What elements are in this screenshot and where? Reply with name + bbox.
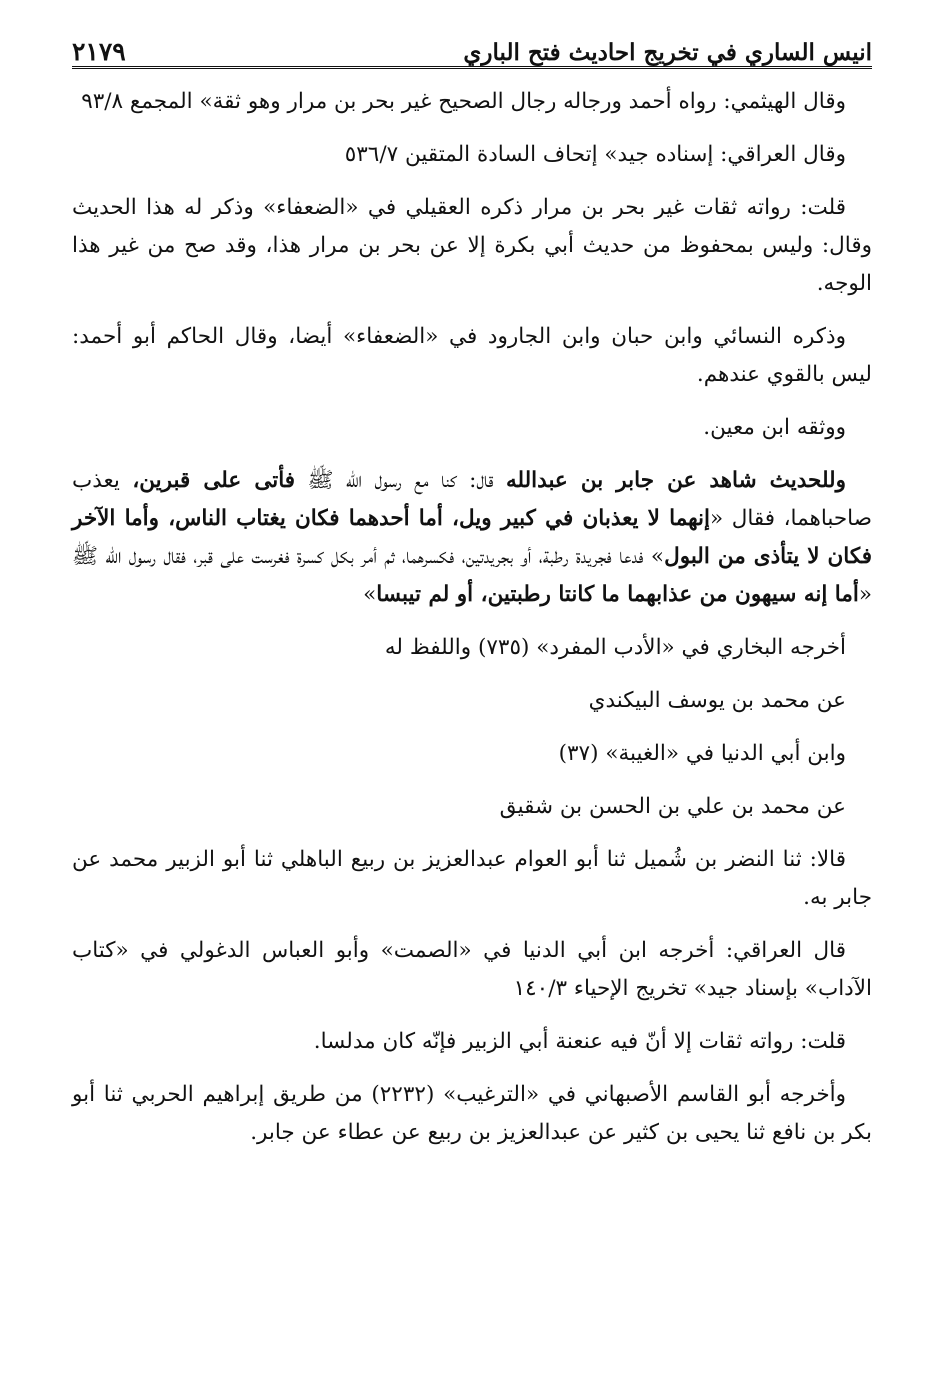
page-body	[72, 83, 872, 1152]
paragraph-bikandi: عن محمد بن يوسف البيكندي	[588, 688, 846, 713]
book-title: انيس الساري في تخريج احاديث فتح الباري	[463, 39, 872, 66]
page-number: ٢١٧٩	[72, 37, 126, 66]
paragraph-iraqi-2: قال العراقي: أخرجه ابن أبي الدنيا في «الصمت» وأبو العباس الدغولي في «كتاب الآداب» بإسناد جيد» تخريج الإحياء ١٤٠/٣	[72, 938, 872, 1001]
hadith-heading: وللحديث شاهد عن جابر بن عبدالله	[505, 468, 846, 493]
hadith-text-bold: فأتى على قبرين،	[132, 468, 296, 493]
paragraph-haythami: وقال الهيثمي: رواه أحمد ورجاله رجال الصحيح غير بحر بن مرار وهو ثقة» المجمع ٩٣/٨	[81, 89, 846, 114]
hadith-text: »	[363, 582, 377, 607]
paragraph-jabir-hadith	[72, 462, 872, 614]
paragraph-bukhari: أخرجه البخاري في «الأدب المفرد» (٧٣٥) واللفظ له	[384, 635, 846, 660]
hadith-text: قال: كنا مع رسول الله ﷺ	[295, 468, 506, 493]
paragraph-qala: قالا: ثنا النضر بن شُميل ثنا أبو العوام عبدالعزيز بن ربيع الباهلي ثنا أبو الزبير محمد عن جابر به.	[72, 847, 872, 910]
paragraph-asbahani: وأخرجه أبو القاسم الأصبهاني في «الترغيب» (٢٢٣٢) من طريق إبراهيم الحربي ثنا أبو بكر بن نافع ثنا يحيى بن كثير عن عبدالعزيز بن ربيع عن عطاء عن جابر.	[72, 1082, 872, 1145]
hadith-text: » فدعا فجريدة رطبة، أو بجريدتين، فكسرهما، ثم أمر بكل كسرة فغرست على قبر، فقال رسول الله ﷺ «	[72, 544, 872, 607]
paragraph-ibn-abi-dunya: وابن أبي الدنيا في «الغيبة» (٣٧)	[558, 741, 846, 766]
paragraph-ibn-maeen: ووثقه ابن معين.	[703, 415, 846, 440]
paragraph-nasai: وذكره النسائي وابن حبان وابن الجارود في «الضعفاء» أيضا، وقال الحاكم أبو أحمد: ليس بالقوي عندهم.	[72, 324, 872, 387]
hadith-text: يعذب صاحباهما، فقال «	[72, 468, 872, 531]
hadith-quote-bold: أما إنه سيهون من عذابهما ما كانتا رطبتين، أو لم تيبسا	[376, 582, 859, 607]
paragraph-iraqi-1: وقال العراقي: إسناده جيد» إتحاف السادة المتقين ٥٣٦/٧	[344, 142, 846, 167]
paragraph-qultu-1: قلت: رواته ثقات غير بحر بن مرار ذكره العقيلي في «الضعفاء» وذكر له هذا الحديث وقال: وليس بمحفوظ من حديث أبي بكرة إلا عن بحر بن مرار هذا، وقد صح من غير هذا الوجه.	[72, 195, 872, 296]
book-page	[72, 26, 872, 1365]
running-header	[72, 26, 872, 69]
paragraph-qultu-2: قلت: رواته ثقات إلا أنّ فيه عنعنة أبي الزبير فإنّه كان مدلسا.	[313, 1029, 846, 1054]
hadith-quote-bold: إنهما لا يعذبان في كبير ويل، أما أحدهما فكان يغتاب الناس، وأما الآخر فكان لا يتأذى من البول	[72, 506, 873, 569]
paragraph-ibn-shaqiq: عن محمد بن علي بن الحسن بن شقيق	[499, 794, 846, 819]
